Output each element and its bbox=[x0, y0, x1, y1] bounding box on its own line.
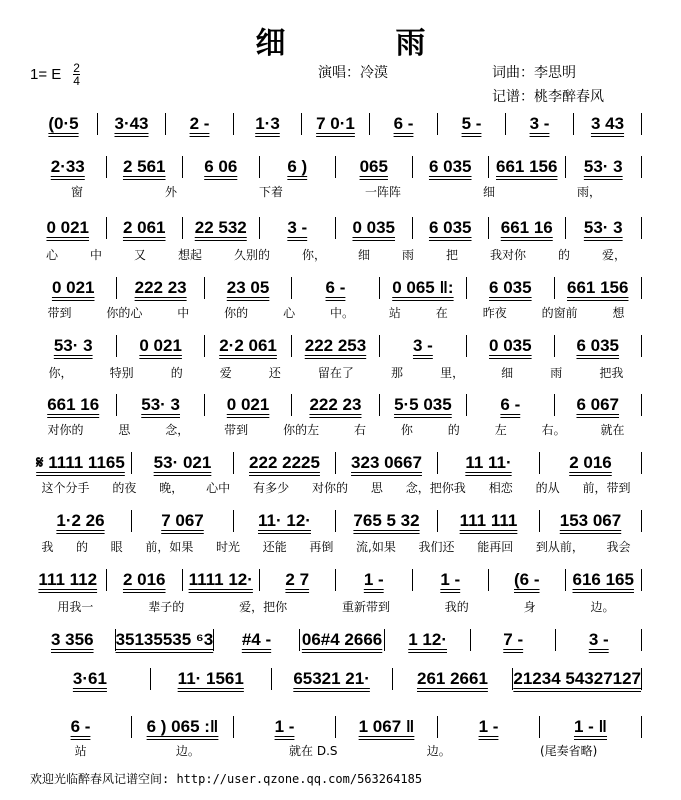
lyric: 爱，把你 bbox=[239, 600, 288, 614]
lyric: 你， bbox=[301, 248, 326, 262]
lyric: 里， bbox=[440, 366, 465, 380]
score-line bbox=[30, 568, 642, 592]
lyrics-line bbox=[30, 304, 642, 321]
lyric: 左 bbox=[494, 423, 507, 437]
lyrics-line bbox=[30, 364, 642, 381]
measure: 7 067 bbox=[161, 511, 204, 530]
barline bbox=[641, 277, 642, 299]
lyric: 雨 bbox=[401, 248, 414, 262]
measure: 7 0·1 bbox=[316, 114, 355, 133]
score-line bbox=[30, 667, 642, 691]
time-top: 2 bbox=[73, 61, 80, 75]
barline bbox=[641, 156, 642, 178]
time-bottom: 4 bbox=[73, 74, 80, 88]
lyric: 那 bbox=[391, 366, 404, 380]
lyric: 下着 bbox=[258, 185, 283, 199]
lyrics-line bbox=[30, 421, 642, 438]
lyric: 对你的 bbox=[47, 423, 84, 437]
lyric: 你， bbox=[48, 366, 73, 380]
score-line bbox=[30, 112, 642, 136]
measure: 1 - bbox=[478, 717, 499, 736]
lyric: 雨 bbox=[550, 366, 563, 380]
measure: 2 - bbox=[189, 114, 210, 133]
lyric: 边。 bbox=[590, 600, 615, 614]
lyric: 右。 bbox=[541, 423, 566, 437]
measure: 3 - bbox=[529, 114, 550, 133]
lyric: 窗 bbox=[70, 185, 83, 199]
lyric: 昨夜 bbox=[482, 306, 507, 320]
barline bbox=[641, 394, 642, 416]
barline bbox=[641, 217, 642, 239]
lyric: 站 bbox=[74, 744, 87, 758]
lyric: 用我一 bbox=[57, 600, 94, 614]
lyric: 心中 bbox=[206, 481, 231, 495]
score-line bbox=[30, 334, 642, 358]
lyric: 前，如果 bbox=[145, 540, 194, 554]
lyric: 念， bbox=[165, 423, 190, 437]
lyric: 边。 bbox=[426, 744, 451, 758]
measure: 22 532 bbox=[194, 218, 247, 237]
score-line bbox=[30, 451, 642, 475]
lyric: 还 bbox=[268, 366, 281, 380]
measure: 53· 021 bbox=[153, 453, 212, 472]
lyric: 有多少 bbox=[253, 481, 290, 495]
lyric: 的 bbox=[557, 248, 570, 262]
measure: 0 021 bbox=[51, 278, 95, 297]
lyric: 思 bbox=[370, 481, 383, 495]
barline bbox=[641, 335, 642, 357]
measure: (0·5 bbox=[48, 114, 79, 133]
lyric: 的 bbox=[447, 423, 460, 437]
lyric: 对你的 bbox=[311, 481, 348, 495]
singer: 演唱：冷漠 bbox=[318, 65, 388, 81]
footer-text: 欢迎光临醉春风记谱空间: http://user.qzone.qq.com/563264185 bbox=[30, 772, 423, 786]
measure: 1 12· bbox=[408, 630, 447, 649]
lyric: 念，把你我 bbox=[405, 481, 466, 495]
lyric: 细 bbox=[357, 248, 370, 262]
measure: 53· 3 bbox=[141, 395, 180, 414]
lyric: 再倒 bbox=[309, 540, 334, 554]
lyric: 心 bbox=[45, 248, 58, 262]
measure: 3·61 bbox=[72, 669, 107, 688]
measure: 3·43 bbox=[114, 114, 149, 133]
measure: 616 165 bbox=[572, 570, 634, 589]
lyric: 中 bbox=[89, 248, 102, 262]
measure: 6 035 bbox=[576, 336, 620, 355]
lyric: 重新带到 bbox=[341, 600, 390, 614]
lyric: 爱 bbox=[219, 366, 232, 380]
measure: 11 11· bbox=[465, 453, 512, 472]
lyrics-line bbox=[30, 742, 642, 759]
lyric: 把我 bbox=[599, 366, 624, 380]
measure: 222 23 bbox=[134, 278, 187, 297]
measure: 5 - bbox=[461, 114, 482, 133]
lyric: 中。 bbox=[329, 306, 354, 320]
measure: 1 067 ‖ bbox=[358, 717, 415, 736]
key: 1= E bbox=[30, 66, 62, 83]
measure: 3 - bbox=[588, 630, 609, 649]
barline bbox=[641, 452, 642, 474]
lyrics-line bbox=[30, 479, 642, 496]
measure: 153 067 bbox=[559, 511, 622, 530]
lyric: 边。 bbox=[175, 744, 200, 758]
lyrics-line bbox=[30, 598, 642, 615]
lyric: 你 bbox=[400, 423, 413, 437]
lyric: 时光 bbox=[216, 540, 241, 554]
measure: 2·2 061 bbox=[219, 336, 277, 355]
lyric: 又 bbox=[133, 248, 146, 262]
measure: 2·33 bbox=[50, 157, 85, 176]
lyric: 的窗前 bbox=[541, 306, 578, 320]
lyric: 爱， bbox=[601, 248, 626, 262]
lyric: 特别 bbox=[109, 366, 134, 380]
lyric: (尾奏省略) bbox=[539, 744, 598, 758]
measure: 2 016 bbox=[122, 570, 166, 589]
measure: 1 - bbox=[363, 570, 384, 589]
measure: 765 5 32 bbox=[353, 511, 420, 530]
lyric: 带到 bbox=[47, 306, 72, 320]
measure: 53· 3 bbox=[583, 157, 623, 176]
lyric: 晚， bbox=[159, 481, 184, 495]
lyric: 我 bbox=[41, 540, 54, 554]
composer: 词曲：李思明 bbox=[492, 65, 576, 81]
score-line bbox=[30, 155, 642, 179]
lyric: 站 bbox=[388, 306, 401, 320]
measure: 2 561 bbox=[122, 157, 166, 176]
lyric: 右 bbox=[353, 423, 366, 437]
measure: 53· 3 bbox=[583, 218, 623, 237]
lyric: 心 bbox=[283, 306, 296, 320]
barline bbox=[641, 510, 642, 532]
measure: 3 43 bbox=[590, 114, 625, 133]
measure: 661 16 bbox=[500, 218, 553, 237]
lyric: 就在 D.S bbox=[289, 744, 338, 758]
measure: 111 112 bbox=[38, 570, 98, 589]
time-signature bbox=[73, 62, 80, 87]
lyric: 久别的 bbox=[233, 248, 270, 262]
lyric: 想起 bbox=[177, 248, 202, 262]
measure: 53· 3 bbox=[53, 336, 93, 355]
lyric: 一阵阵 bbox=[364, 185, 401, 199]
measure: 1·3 bbox=[255, 114, 280, 133]
measure: 65321 21· bbox=[293, 669, 370, 688]
lyric: 我的 bbox=[444, 600, 469, 614]
measure: 222 23 bbox=[309, 395, 362, 414]
measure: 35135535 ⁶3 bbox=[115, 630, 214, 649]
measure: 11· 1561 bbox=[177, 669, 244, 688]
lyric: 的夜 bbox=[112, 481, 137, 495]
lyric: 还能 bbox=[262, 540, 287, 554]
measure: 6 035 bbox=[489, 278, 532, 297]
measure: 1 - bbox=[274, 717, 295, 736]
score-line bbox=[30, 216, 642, 240]
measure: 2 061 bbox=[122, 218, 166, 237]
lyric: 眼 bbox=[110, 540, 123, 554]
measure: 0 065 ‖: bbox=[392, 278, 454, 297]
lyric: 细 bbox=[482, 185, 495, 199]
measure: 661 16 bbox=[47, 395, 100, 414]
lyric: 我们还 bbox=[418, 540, 455, 554]
lyric: 细 bbox=[501, 366, 514, 380]
measure: 1 - bbox=[440, 570, 461, 589]
measure: 6 06 bbox=[204, 157, 238, 176]
lyrics-line bbox=[30, 183, 642, 200]
lyric: 的 bbox=[76, 540, 89, 554]
measure: 6 - bbox=[500, 395, 521, 414]
lyric: 能再回 bbox=[477, 540, 514, 554]
lyric: 就在 bbox=[600, 423, 625, 437]
measure: 222 253 bbox=[304, 336, 367, 355]
lyric: 带到 bbox=[224, 423, 249, 437]
measure: #4 - bbox=[241, 630, 272, 649]
lyric: 把 bbox=[445, 248, 458, 262]
lyric: 想 bbox=[612, 306, 625, 320]
measure: 06#4 2666 bbox=[301, 630, 383, 649]
measure: 3 - bbox=[412, 336, 433, 355]
score-line bbox=[30, 393, 642, 417]
measure: 0 035 bbox=[489, 336, 532, 355]
barline bbox=[641, 716, 642, 738]
measure: 11· 12· bbox=[258, 511, 311, 530]
measure: 3 356 bbox=[51, 630, 94, 649]
lyric: 的从 bbox=[535, 481, 560, 495]
measure: 111 111 bbox=[459, 511, 518, 530]
measure: 2 016 bbox=[569, 453, 612, 472]
measure: 6 - bbox=[70, 717, 91, 736]
measure: 6 - bbox=[393, 114, 414, 133]
measure: (6 - bbox=[514, 570, 540, 589]
measure: 1·2 26 bbox=[56, 511, 105, 530]
measure: 5·5 035 bbox=[394, 395, 452, 414]
measure: 0 021 bbox=[226, 395, 270, 414]
score-line bbox=[30, 276, 642, 300]
key-signature bbox=[30, 62, 80, 87]
barline bbox=[641, 629, 642, 651]
lyric: 你的心 bbox=[106, 306, 143, 320]
lyric: 到从前， bbox=[535, 540, 584, 554]
measure: 𝄋 1111 1165 bbox=[36, 453, 125, 472]
measure: 6 ) bbox=[287, 157, 308, 176]
measure: 7 - bbox=[503, 630, 524, 649]
measure: 0 021 bbox=[139, 336, 182, 355]
lyric: 在 bbox=[435, 306, 448, 320]
transcriber: 记谱：桃李醉春风 bbox=[492, 89, 604, 105]
measure: 222 2225 bbox=[249, 453, 320, 472]
lyric: 你的左 bbox=[283, 423, 320, 437]
lyric: 的 bbox=[170, 366, 183, 380]
measure: 1 - ‖ bbox=[573, 717, 608, 736]
lyric: 这个分手 bbox=[41, 481, 90, 495]
measure: 0 035 bbox=[352, 218, 396, 237]
measure: 23 05 bbox=[226, 278, 270, 297]
lyric: 思 bbox=[118, 423, 131, 437]
barline bbox=[641, 668, 642, 690]
lyric: 你的 bbox=[224, 306, 249, 320]
lyric: 中 bbox=[177, 306, 190, 320]
measure: 2 7 bbox=[285, 570, 310, 589]
measure: 6 - bbox=[325, 278, 346, 297]
lyric: 我对你 bbox=[489, 248, 526, 262]
barline bbox=[641, 113, 642, 135]
lyric: 流,如果 bbox=[356, 540, 396, 554]
measure: 661 156 bbox=[567, 278, 629, 297]
measure: 0 021 bbox=[46, 218, 90, 237]
measure: 1111 12· bbox=[188, 570, 253, 589]
lyrics-line bbox=[30, 538, 642, 555]
measure: 661 156 bbox=[496, 157, 558, 176]
lyric: 我会 bbox=[606, 540, 631, 554]
measure: 21234 54327127 bbox=[513, 669, 642, 688]
song-title: 细 雨 bbox=[255, 26, 466, 61]
score-line bbox=[30, 509, 642, 533]
measure: 6 067 bbox=[576, 395, 620, 414]
lyric: 外 bbox=[164, 185, 177, 199]
measure: 6 035 bbox=[428, 218, 472, 237]
measure: 065 bbox=[359, 157, 388, 176]
barline bbox=[641, 569, 642, 591]
lyric: 留在了 bbox=[317, 366, 354, 380]
lyric: 前，带到 bbox=[582, 481, 631, 495]
measure: 3 - bbox=[287, 218, 308, 237]
lyric: 雨， bbox=[576, 185, 601, 199]
measure: 323 0667 bbox=[351, 453, 422, 472]
lyric: 相恋 bbox=[488, 481, 513, 495]
measure: 261 2661 bbox=[417, 669, 488, 688]
measure: 6 035 bbox=[428, 157, 472, 176]
lyric: 身 bbox=[523, 600, 536, 614]
lyric: 辈子的 bbox=[148, 600, 185, 614]
score-line bbox=[30, 628, 642, 652]
score-line bbox=[30, 715, 642, 739]
measure: 6 ) 065 :‖ bbox=[146, 717, 219, 736]
lyrics-line bbox=[30, 246, 642, 263]
